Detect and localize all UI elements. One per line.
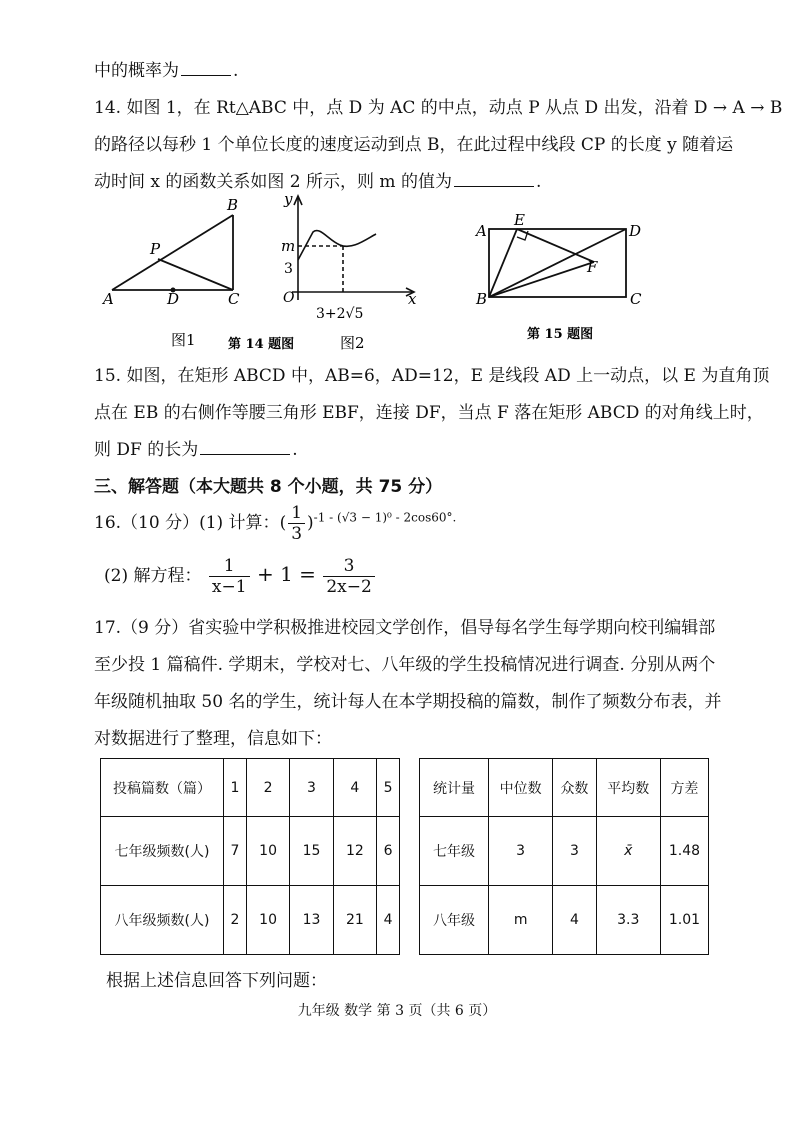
fig1-label-a: A [103,290,114,308]
fig15-label-b: B [476,290,488,308]
q14-line-2: 的路径以每秒 1 个单位长度的速度运动到点 B，在此过程中线段 CP 的长度 y 随着运 [94,135,734,155]
q14-line-1: 14. 如图 1，在 Rt△ABC 中，点 D 为 AC 的中点，动点 P 从点 D 出发，沿着 D → A → B [94,98,783,118]
figure-15-rectangle [489,229,626,297]
page-footer: 九年级 数学 第 3 页（共 6 页） [297,1003,497,1019]
prev-question-tail: 中的概率为 . [94,61,239,81]
fig2-label-3: 3 [284,261,293,277]
fig15-label-f: F [587,258,598,276]
fig1-label-c: C [228,290,240,308]
segment-be [489,229,517,297]
caption-15: 第 15 题图 [527,327,594,342]
q17-line-1: 17.（9 分）省实验中学积极推进校园文学创作，倡导每名学生每学期向校刊编辑部 [94,618,716,638]
q17-line-4: 对数据进行了整理，信息如下： [94,729,332,749]
segment-bf [489,262,594,297]
fig2-label-m: m [281,237,296,255]
section-3-heading: 三、解答题（本大题共 8 个小题，共 75 分） [94,477,443,497]
segment-ab [112,215,233,290]
fig2-label-x: x [408,290,417,308]
q16-part-1: 16.（10 分）(1) 计算：( $\frac{1}{3}$ )$^{-1 - (√3 - 1)^0 - 2cos60^\circ.}$ [94,503,457,544]
table-row: 投稿篇数（篇） 1 2 3 4 5 [101,759,400,817]
fig15-label-d: D [629,222,642,240]
diagonal-bd [489,229,626,297]
segment-pc [158,259,233,290]
caption-14: 第 14 题图 [228,337,295,352]
fig1-caption: 图1 [171,331,196,349]
table-row: 八年级频数(人) 2 10 13 21 4 [101,886,400,955]
fig15-label-a: A [476,222,487,240]
fraction-one-third: $\frac{1}{3}$ [288,503,305,544]
fig1-label-b: B [227,196,239,214]
table-row: 八年级 m 4 3.3 1.01 [420,886,709,955]
q15-line-1: 15. 如图，在矩形 ABCD 中，AB=6，AD=12，E 是线段 AD 上一动点，以 E 为直角顶 [94,366,770,386]
table-row: 七年级频数(人) 7 10 15 12 6 [101,817,400,886]
fig1-label-d: D [167,290,180,308]
fig2-label-o: O [283,290,295,306]
q15-line-2: 点在 EB 的右侧作等腰三角形 EBF，连接 DF，当点 F 落在矩形 ABCD 的对角线上时， [94,403,764,423]
fig2-caption: 图2 [340,334,365,352]
fraction-lhs: $\frac{1}{x-1}$ [209,556,250,597]
q17-line-2: 至少投 1 篇稿件. 学期末，学校对七、八年级的学生投稿情况进行调查. 分别从两个 [94,655,716,675]
fig2-label-xval: 3+2√5 [316,306,364,322]
segment-ef [517,229,594,262]
q15-line-3: 则 DF 的长为 . [94,440,298,460]
fraction-rhs: $\frac{3}{2x-2}$ [323,556,374,597]
fig1-label-p: P [150,240,161,258]
answer-blank [200,452,290,455]
q17-line-3: 年级随机抽取 50 名的学生，统计每人在本学期投稿的篇数，制作了频数分布表，并 [94,692,722,712]
fig15-label-e: E [514,211,525,229]
figure-1-triangle [112,215,233,290]
statistics-table [419,758,709,955]
table-row: 统计量 中位数 众数 平均数 方差 [420,759,709,817]
figures-14-15 [0,0,794,360]
frequency-table [100,758,400,955]
q14-line-3: 动时间 x 的函数关系如图 2 所示，则 m 的值为 . [94,172,542,192]
table-row: 七年级 3 3 x̄ 1.48 [420,817,709,886]
bottom-prompt: 根据上述信息回答下列问题： [106,971,327,991]
figure-2-graph [292,196,414,300]
q16-part-2: (2) 解方程： $\frac{1}{x-1}$ + 1 = $\frac{3}{2x-2}$ [104,556,377,597]
fig2-label-y: y [284,190,293,208]
fig15-label-c: C [630,290,642,308]
